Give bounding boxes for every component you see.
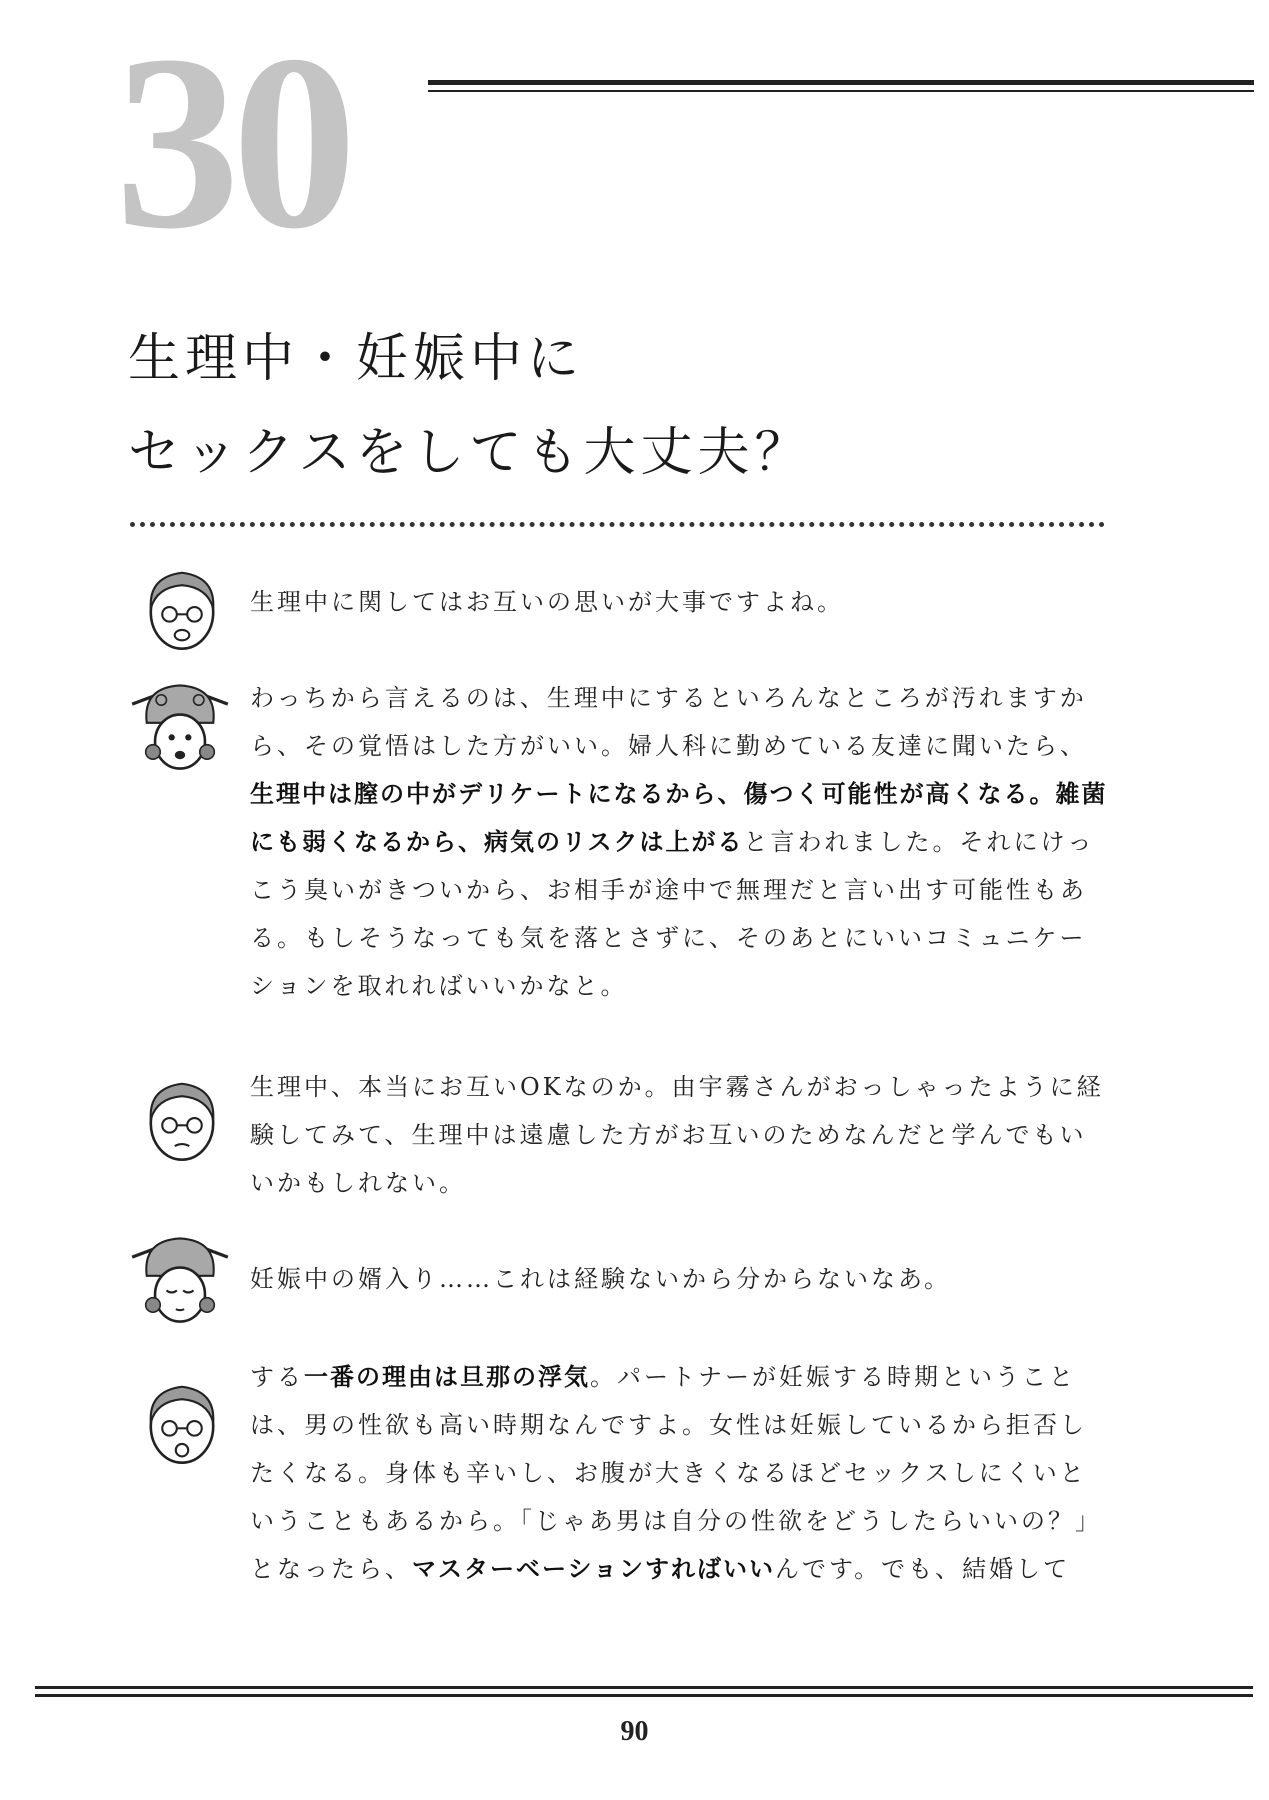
dialogue-text: と言われました。それにけっこう臭いがきついから、お相手が途中で無理だと言い出す可能性もある。もしそうなっても気を落とさずに、そのあとにいいコミュニケーションを取れればいいかなと。 (250, 828, 1095, 1000)
dialogue-text: わっちから言えるのは、生理中にするといろんなところが汚れますから、その覚悟はした方がいい。婦人科に勤めている友達に聞いたら、 (250, 684, 1087, 760)
title-line-2: セックスをしても大丈夫？ (128, 423, 812, 483)
bald-glasses-man-icon (130, 1368, 234, 1472)
bald-glasses-man-icon (130, 1065, 234, 1169)
dialogue-paragraph (250, 1255, 1110, 1303)
page-number: 90 (620, 1716, 649, 1747)
dialogue-text: んです。でも、結婚して (775, 1555, 1071, 1583)
geisha-woman-icon (128, 675, 232, 779)
dialogue-text: 。パートナーが妊娠する時期ということは、男の性欲も高い時期なんですよ。女性は妊娠しているから拒否したくなる。身体も辛いし、お腹が大きくなるほどセックスしにくいということもあるから。「じゃあ男は自分の性欲をどうしたらいいの？」となったら、 (250, 1363, 1102, 1583)
header-rule (428, 80, 1254, 92)
dialogue-paragraph (250, 578, 1110, 626)
geisha-woman-icon (128, 1228, 232, 1332)
bald-glasses-man-icon (130, 554, 234, 658)
dialogue-text: 生理中に関してはお互いの思いが大事ですよね。 (250, 588, 844, 616)
chapter-title (128, 312, 811, 500)
chapter-number: 30 (115, 4, 349, 281)
dialogue-text: する (250, 1363, 304, 1391)
dotted-divider (130, 522, 1105, 527)
emphasis-text: 一番の理由は旦那の浮気 (304, 1363, 590, 1391)
footer-rule (35, 1686, 1253, 1697)
dialogue-text: 妊娠中の婿入り……これは経験ないから分からないなあ。 (250, 1265, 952, 1293)
title-line-1: 生理中・妊娠中に (128, 329, 585, 389)
dialogue-text: 生理中、本当にお互いOKなのか。由宇霧さんがおっしゃったように経験してみて、生理中は遠慮した方がお互いのためなんだと学んでもいいかもしれない。 (250, 1073, 1104, 1197)
dialogue-paragraph (250, 1063, 1110, 1207)
dialogue-paragraph (250, 1353, 1110, 1593)
emphasis-text: マスターベーションすればいい (412, 1555, 776, 1583)
dialogue-paragraph (250, 674, 1110, 1010)
emphasis-text: 生理中は膣の中がデリケートになるから、傷つく可能性が高くなる。雑菌にも弱くなるから、病気のリスクは上がる (250, 780, 1108, 856)
